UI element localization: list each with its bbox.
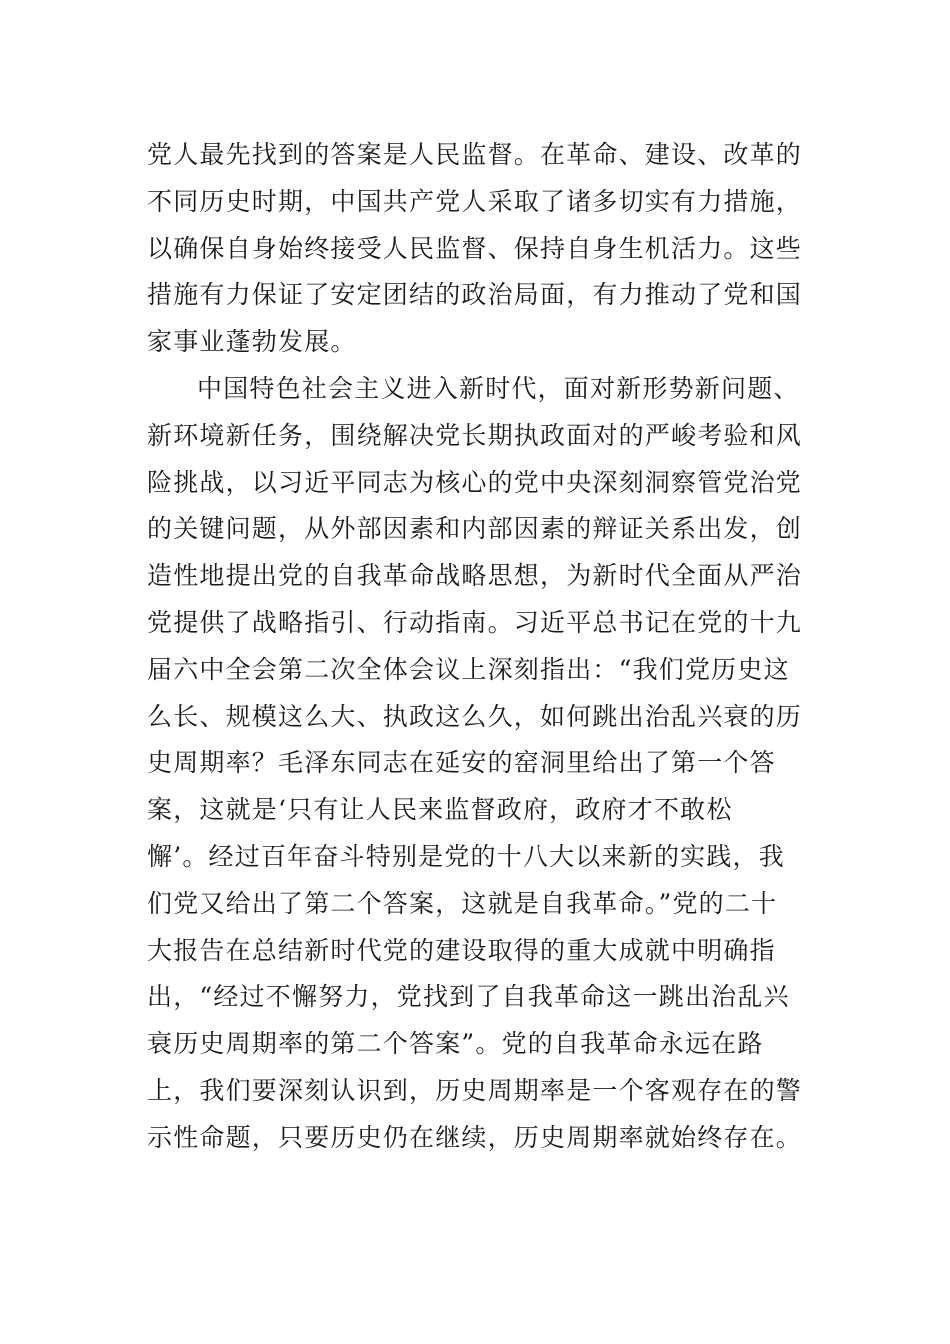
body-text: [147, 132, 803, 1162]
text-line: 不同历史时期，中国共产党人采取了诸多切实有力措施，: [147, 186, 803, 216]
text-line: 案，这就是‘只有让人民来监督政府，政府才不敢松: [147, 795, 733, 825]
text-line: 示性命题，只要历史仍在继续，历史周期率就始终存在。: [147, 1122, 803, 1152]
text-line: 新环境新任务，围绕解决党长期执政面对的严峻考验和风: [147, 420, 803, 450]
text-line: 以确保自身始终接受人民监督、保持自身生机活力。这些: [147, 233, 803, 263]
text-line: 大报告在总结新时代党的建设取得的重大成就中明确指: [147, 935, 776, 965]
text-line: 的关键问题，从外部因素和内部因素的辩证关系出发，创: [147, 514, 803, 544]
text-line: 出，“经过不懈努力，党找到了自我革命这一跳出治乱兴: [147, 982, 790, 1012]
paragraph-first-line: 中国特色社会主义进入新时代，面对新形势新问题、: [197, 373, 800, 403]
text-line: 懈’。经过百年奋斗特别是党的十八大以来新的实践，我: [147, 841, 785, 871]
text-line: 造性地提出党的自我革命战略思想，为新时代全面从严治: [147, 561, 803, 591]
text-line: 么长、规模这么大、执政这么久，如何跳出治乱兴衰的历: [147, 701, 803, 731]
text-line: 家事业蓬勃发展。: [147, 327, 357, 357]
text-line: 党人最先找到的答案是人民监督。在革命、建设、改革的: [147, 140, 803, 169]
text-line: 险挑战，以习近平同志为核心的党中央深刻洞察管党治党: [147, 467, 803, 497]
text-line: 们党又给出了第二个答案，这就是自我革命。”党的二十: [147, 888, 778, 918]
text-line: 衰历史周期率的第二个答案”。党的自我革命永远在路: [147, 1029, 764, 1059]
text-line: 上，我们要深刻认识到，历史周期率是一个客观存在的警: [147, 1075, 803, 1105]
text-line: 党提供了战略指引、行动指南。习近平总书记在党的十九: [147, 607, 803, 637]
text-line: 史周期率？毛泽东同志在延安的窑洞里给出了第一个答: [147, 748, 776, 778]
text-line: 措施有力保证了安定团结的政治局面，有力推动了党和国: [147, 280, 803, 310]
text-line: 届六中全会第二次全体会议上深刻指出：“我们党历史这: [147, 654, 790, 684]
